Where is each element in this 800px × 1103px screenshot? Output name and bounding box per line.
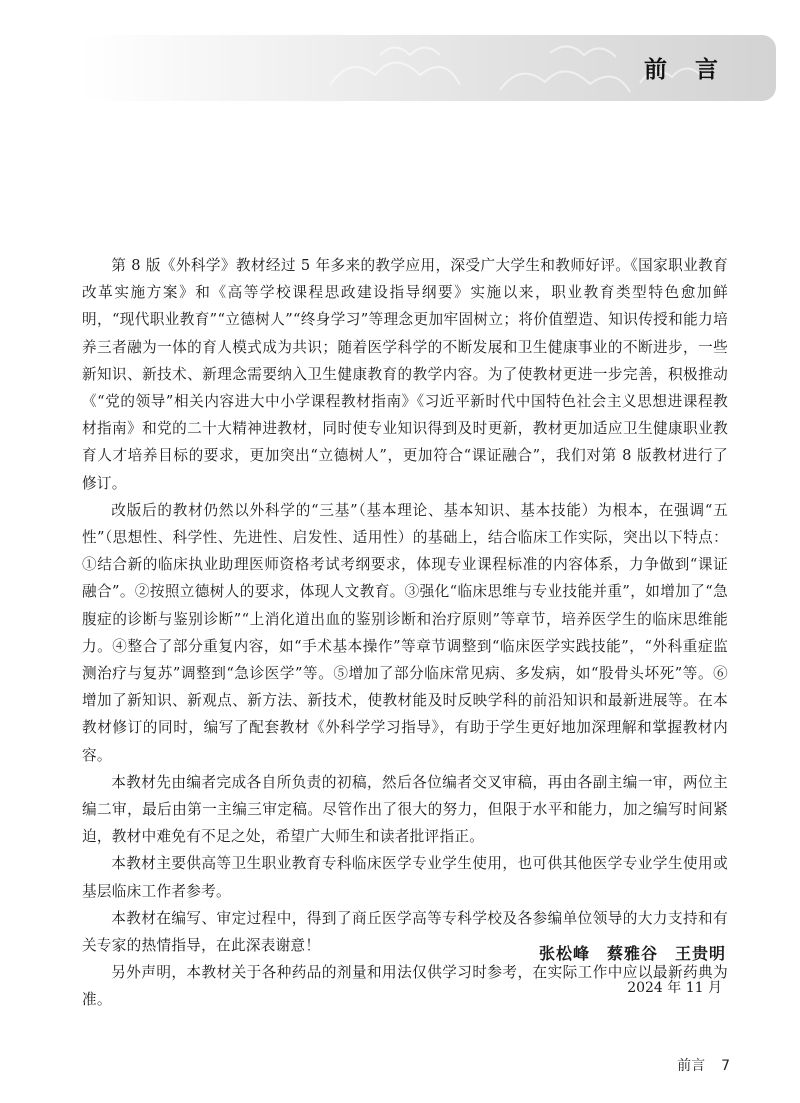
chapter-title: 前 言 [643, 57, 728, 83]
preface-body [82, 252, 728, 1014]
paragraph-2: 改版后的教材仍然以外科学的“三基”（基本理论、基本知识、基本技能）为根本，在强调“五性”（思想性、科学性、先进性、启发性、适用性）的基础上，结合临床工作实际，突出以下特点：①结合新的临床执业助理医师资格考试考纲要求，体现专业课程标准的内容体系，力争做到“课证融合”。②按照立德树人的要求，体现人文教育。③强化“临床思维与专业技能并重”，如增加了“急腹症的诊断与鉴别诊断”“上消化道出血的鉴别诊断和治疗原则”等章节，培养医学生的临床思维能力。④整合了部分重复内容，如“手术基本操作”等章节调整到“临床医学实践技能”，“外科重症监测治疗与复苏”调整到“急诊医学”等。⑤增加了部分临床常见病、多发病，如“股骨头坏死”等。⑥增加了新知识、新观点、新方法、新技术，使教材能及时反映学科的前沿知识和最新进展等。在本教材修订的同时，编写了配套教材《外科学学习指导》，有助于学生更好地加深理解和掌握教材内容。 [82, 501, 728, 764]
footer-label: 前言 [677, 1058, 706, 1074]
author-signature: 张松峰 蔡雅谷 王贵明 [538, 944, 726, 963]
paragraph-4: 本教材主要供高等卫生职业教育专科临床医学专业学生使用，也可供其他医学专业学生使用或基层临床工作者参考。 [82, 855, 728, 900]
chapter-header-band [80, 35, 776, 101]
paragraph-1: 第 8 版《外科学》教材经过 5 年多来的教学应用，深受广大学生和教师好评。《国家职业教育改革实施方案》和《高等学校课程思政建设指导纲要》实施以来，职业教育类型特色愈加鲜明，“现代职业教育”“立德树人”“终身学习”等理念更加牢固树立；将价值塑造、知识传授和能力培养三者融为一体的育人模式成为共识；随着医学科学的不断发展和卫生健康事业的不断进步，一些新知识、新技术、新理念需要纳入卫生健康教育的教学内容。为了使教材更进一步完善，积极推动《“党的领导”相关内容进大中小学课程教材指南》《习近平新时代中国特色社会主义思想进课程教材指南》和党的二十大精神进教材，同时使专业知识得到及时更新，教材更加适应卫生健康职业教育人才培养目标的要求，更加突出“立德树人”，更加符合“课证融合”，我们对第 8 版教材进行了修订。 [82, 257, 728, 492]
paragraph-3: 本教材先由编者完成各自所负责的初稿，然后各位编者交叉审稿，再由各副主编一审，两位主编二审，最后由第一主编三审定稿。尽管作出了很大的努力，但限于水平和能力，加之编写时间紧迫，教材中难免有不足之处，希望广大师生和读者批评指正。 [82, 773, 728, 846]
paragraph-6: 另外声明，本教材关于各种药品的剂量和用法仅供学习时参考，在实际工作中应以最新药典为准。 [82, 964, 728, 1009]
page-footer [677, 1055, 730, 1075]
signature-date: 2024 年 11 月 [627, 980, 722, 996]
page-number: 7 [721, 1058, 730, 1074]
paragraph-5: 本教材在编写、审定过程中，得到了商丘医学高等专科学校及各参编单位领导的大力支持和有关专家的热情指导，在此深表谢意！ [82, 909, 728, 955]
